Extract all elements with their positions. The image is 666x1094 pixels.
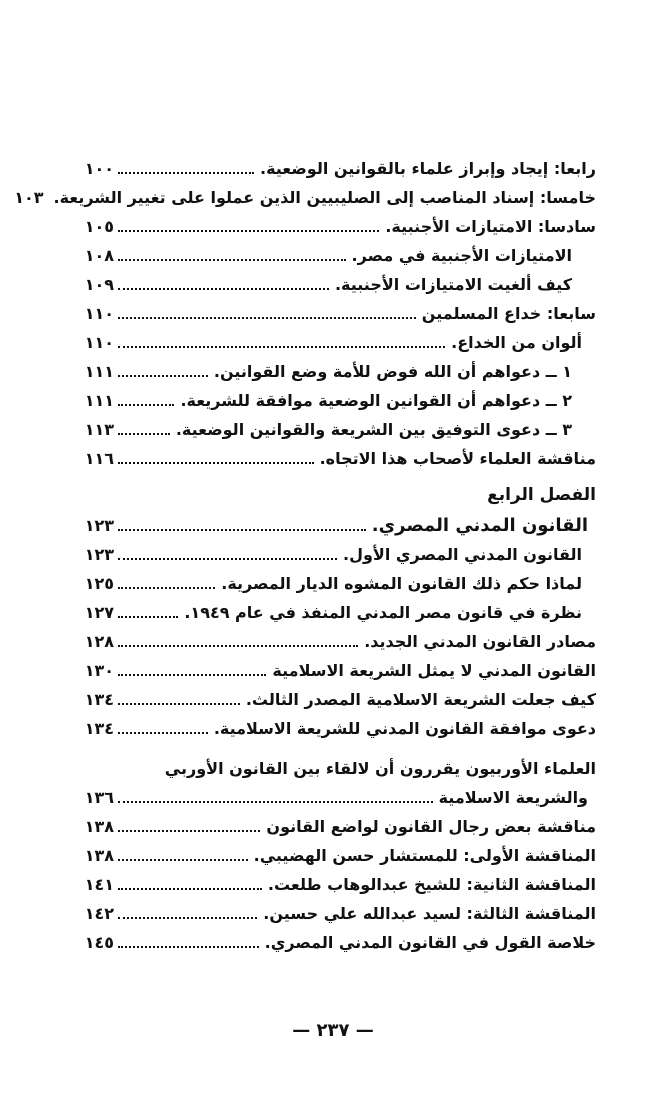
toc-entry <box>66 837 596 866</box>
toc-subheading <box>66 507 596 536</box>
toc-entry-page: ١١٠ <box>84 333 114 352</box>
dot-leader <box>118 288 329 290</box>
toc-entry-title: نظرة في قانون مصر المدني المنفذ في عام ١٩٤٩. <box>184 603 582 622</box>
toc-entry-page: ١٢٣ <box>84 516 114 535</box>
toc-entry <box>66 440 596 469</box>
toc-entry-title: لماذا حكم ذلك القانون المشوه الديار المصرية. <box>221 574 582 593</box>
toc-list-top <box>14 150 596 469</box>
toc-entry <box>66 652 596 681</box>
dot-leader <box>118 946 259 948</box>
toc-entry-page: ١١٦ <box>84 449 114 468</box>
toc-entry-page: ١٤٥ <box>84 933 114 952</box>
dot-leader <box>118 558 337 560</box>
toc-entry-title: رابعا: إيجاد وإبراز علماء بالقوانين الوضعية. <box>259 159 596 178</box>
table-of-contents <box>14 150 596 1050</box>
toc-entry <box>66 779 596 808</box>
toc-list-bottom <box>66 779 596 953</box>
toc-entry <box>66 924 596 953</box>
toc-entry-page: ١٠٠ <box>84 159 114 178</box>
dot-leader <box>118 346 445 348</box>
toc-entry-title: مناقشة العلماء لأصحاب هذا الاتجاه. <box>319 449 596 468</box>
dot-leader <box>118 172 254 174</box>
toc-entry-page: ١٢٣ <box>84 545 114 564</box>
dot-leader <box>118 732 208 734</box>
section-spacer <box>66 739 596 753</box>
toc-entry-page: ١٠٣ <box>14 188 44 207</box>
toc-entry-title: المناقشة الثالثة: لسيد عبدالله علي حسين. <box>263 904 596 923</box>
dot-leader <box>118 888 262 890</box>
toc-entry <box>66 895 596 924</box>
toc-entry-title: والشريعة الاسلامية <box>438 788 588 807</box>
toc-entry-page: ١٣٤ <box>84 690 114 709</box>
toc-entry <box>66 237 596 266</box>
toc-entry-page: ١١٣ <box>84 420 114 439</box>
toc-entry-title: ١ ــ دعواهم أن الله فوض للأمة وضع القوانين. <box>213 362 572 381</box>
dot-leader <box>118 645 358 647</box>
toc-entry-title: المناقشة الثانية: للشيخ عبدالوهاب طلعت. <box>267 875 596 894</box>
toc-entry-title: سادسا: الامتيازات الأجنبية. <box>385 217 596 236</box>
dot-leader <box>118 674 266 676</box>
toc-entry-title: القانون المدني المصري الأول. <box>343 545 582 564</box>
toc-entry-page: ١٣٦ <box>84 788 114 807</box>
dot-leader <box>118 859 248 861</box>
toc-entry <box>66 536 596 565</box>
toc-entry <box>66 594 596 623</box>
toc-entry-title: ٢ ــ دعواهم أن القوانين الوضعية موافقة للشريعة. <box>180 391 572 410</box>
toc-entry-page: ١٠٨ <box>84 246 114 265</box>
toc-entry-page: ١٠٥ <box>84 217 114 236</box>
dot-leader <box>118 917 257 919</box>
toc-entry-page: ١٣٨ <box>84 817 114 836</box>
toc-entry-page: ١٢٨ <box>84 632 114 651</box>
dot-leader <box>118 616 178 618</box>
dot-leader <box>118 587 215 589</box>
dot-leader <box>118 404 174 406</box>
toc-entry-title: كيف جعلت الشريعة الاسلامية المصدر الثالث. <box>245 690 596 709</box>
toc-list-middle <box>66 536 596 739</box>
toc-entry <box>66 324 596 353</box>
toc-entry-page: ١٤١ <box>84 875 114 894</box>
toc-entry-title: خلاصة القول في القانون المدني المصري. <box>264 933 596 952</box>
dot-leader <box>118 230 379 232</box>
toc-entry <box>66 411 596 440</box>
dot-leader <box>118 830 260 832</box>
toc-entry <box>66 295 596 324</box>
toc-entry-page: ١٠٩ <box>84 275 114 294</box>
toc-entry-title: مصادر القانون المدني الجديد. <box>364 632 596 651</box>
toc-entry-continued-line: العلماء الأوربيون يقررون أن لالقاء بين القانون الأوربي <box>164 759 596 778</box>
toc-entry <box>66 623 596 652</box>
toc-entry-title: ألوان من الخداع. <box>451 333 582 352</box>
toc-entry-page: ١٤٢ <box>84 904 114 923</box>
dot-leader <box>118 317 416 319</box>
dot-leader <box>118 529 366 531</box>
toc-entry-title: مناقشة بعض رجال القانون لواضع القانون <box>266 817 596 836</box>
toc-entry-title: سابعا: خداع المسلمين <box>421 304 596 323</box>
toc-entry-title: ٣ ــ دعوى التوفيق بين الشريعة والقوانين الوضعية. <box>175 420 572 439</box>
toc-entry <box>14 179 596 208</box>
toc-entry <box>66 150 596 179</box>
dot-leader <box>118 375 208 377</box>
toc-entry <box>66 710 596 739</box>
toc-entry-page: ١١١ <box>84 391 114 410</box>
toc-entry-page: ١٢٧ <box>84 603 114 622</box>
toc-entry <box>66 382 596 411</box>
toc-entry-page: ١٣٤ <box>84 719 114 738</box>
toc-entry-title: الامتيازات الأجنبية في مصر. <box>351 246 572 265</box>
dot-leader <box>118 801 433 803</box>
toc-entry-title: دعوى موافقة القانون المدني للشريعة الاسلامية. <box>213 719 596 738</box>
toc-entry <box>66 266 596 295</box>
toc-entry <box>66 808 596 837</box>
toc-entry-page: ١١١ <box>84 362 114 381</box>
dot-leader <box>118 703 240 705</box>
toc-entry <box>66 208 596 237</box>
toc-entry-title: القانون المدني المصري. <box>371 515 588 536</box>
toc-entry-title: كيف ألغيت الامتيازات الأجنبية. <box>334 275 572 294</box>
dot-leader <box>118 259 346 261</box>
toc-entry-page: ١٣٠ <box>84 661 114 680</box>
toc-entry-title: القانون المدني لا يمثل الشريعة الاسلامية <box>272 661 596 680</box>
toc-entry-page: ١٢٥ <box>84 574 114 593</box>
dot-leader <box>118 462 314 464</box>
toc-entry-title: خامسا: إسناد المناصب إلى الصليبيين الذين عملوا على تغيير الشريعة. <box>53 188 596 207</box>
toc-entry <box>66 681 596 710</box>
page-number: — ٢٣٧ — <box>292 1020 374 1041</box>
toc-entry <box>66 866 596 895</box>
dot-leader <box>118 433 170 435</box>
toc-entry-title: المناقشة الأولى: للمستشار حسن الهضيبي. <box>253 846 596 865</box>
toc-entry-page: ١٣٨ <box>84 846 114 865</box>
chapter-heading: الفصل الرابع <box>487 485 596 505</box>
toc-entry-page: ١١٠ <box>84 304 114 323</box>
toc-entry <box>66 353 596 382</box>
toc-entry <box>66 565 596 594</box>
